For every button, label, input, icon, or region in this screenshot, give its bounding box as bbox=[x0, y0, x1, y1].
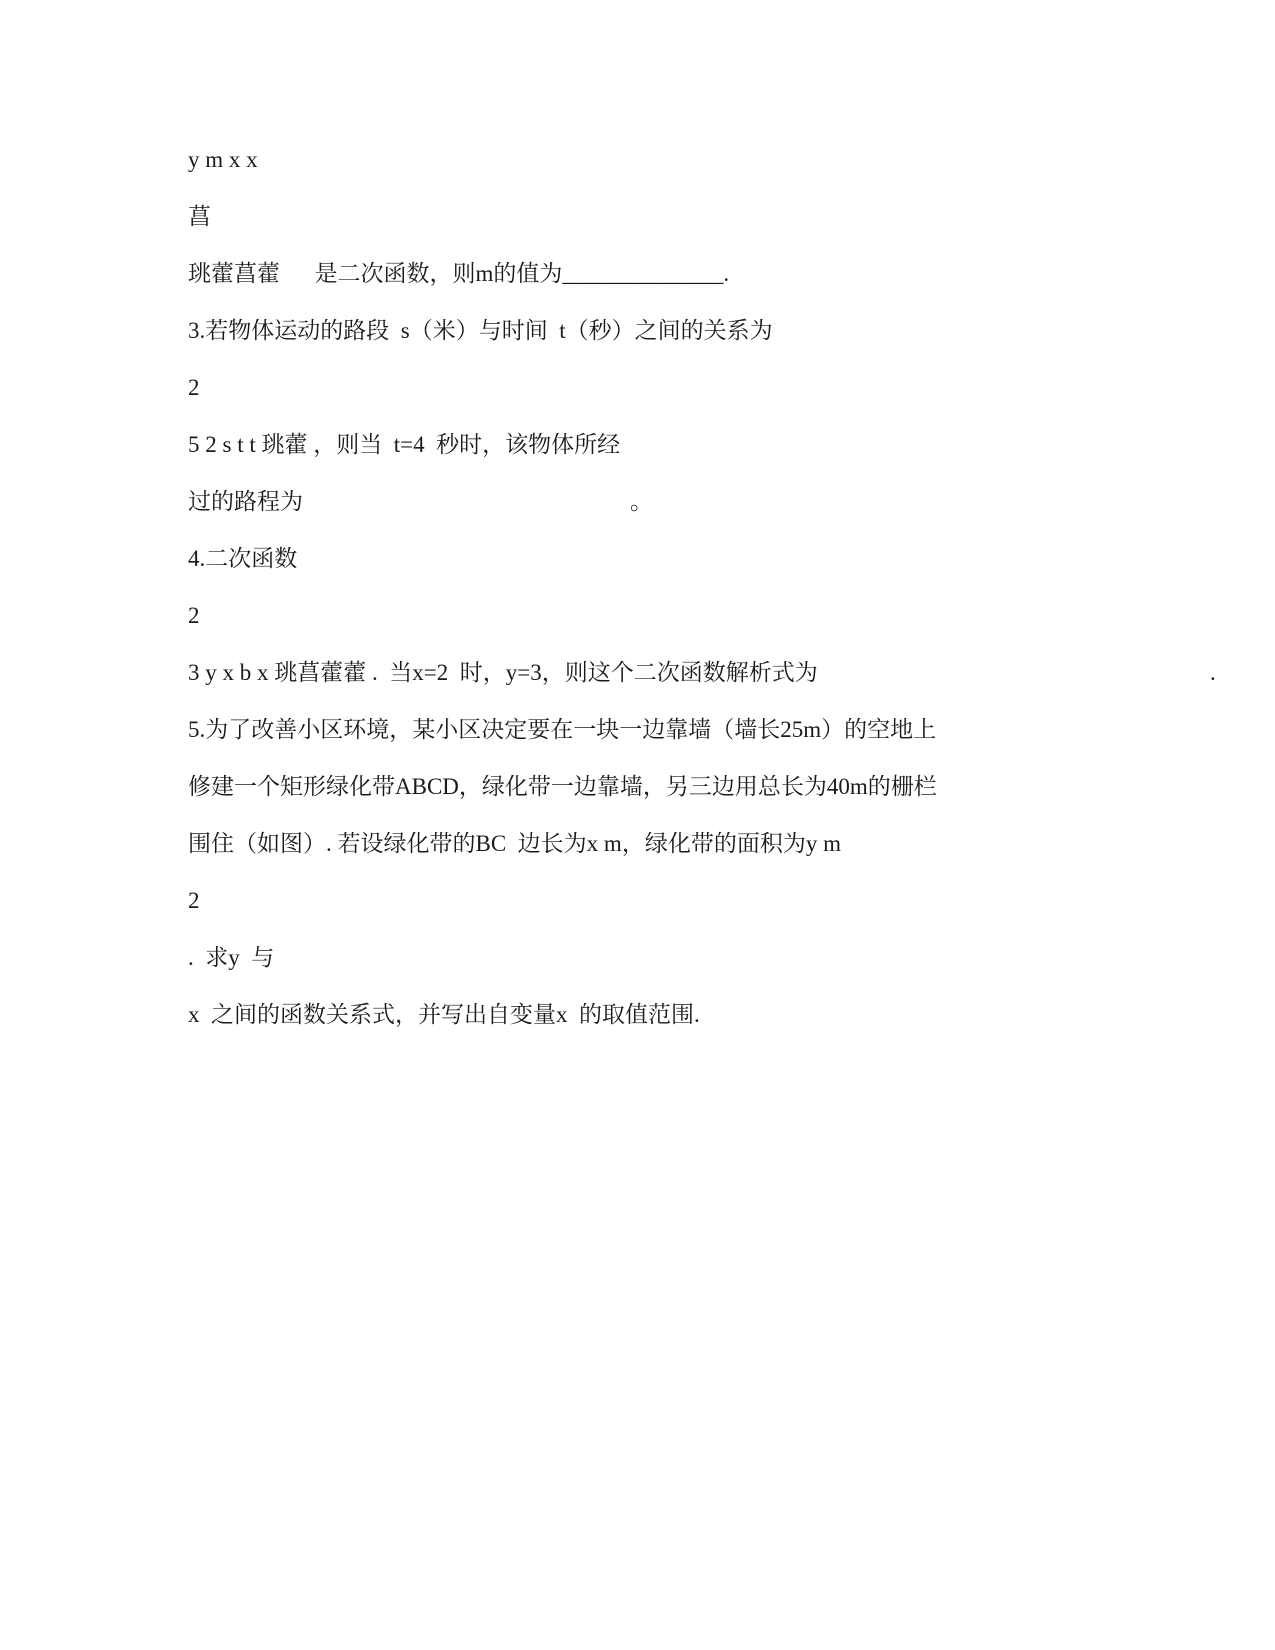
text-line-3: 珧藿菖藿 是二次函数，则m的值为______________. bbox=[188, 261, 730, 286]
text-line-11: 5.为了改善小区环境，某小区决定要在一块一边靠墙（墙长25m）的空地上 bbox=[188, 717, 937, 742]
text-line-6: 5 2 s t t 珧藿 ，则当 t=4 秒时，该物体所经 bbox=[188, 432, 621, 457]
text-line-2: 菖 bbox=[188, 204, 211, 229]
text-line-12: 修建一个矩形绿化带ABCD，绿化带一边靠墙，另三边用总长为40m的栅栏 bbox=[188, 774, 937, 799]
text-line-1: y m x x bbox=[188, 147, 258, 172]
text-line-14: 2 bbox=[188, 888, 200, 913]
text-line-8: 4.二次函数 bbox=[188, 546, 298, 571]
text-line-9: 2 bbox=[188, 603, 200, 628]
text-line-7-end: 。 bbox=[630, 489, 653, 514]
text-line-10-end: . bbox=[1210, 660, 1216, 685]
text-line-16: x 之间的函数关系式，并写出自变量x 的取值范围. bbox=[188, 1002, 700, 1027]
text-line-15: . 求y 与 bbox=[188, 945, 275, 970]
text-line-5: 2 bbox=[188, 375, 200, 400]
text-line-13: 围住（如图）. 若设绿化带的BC 边长为x m，绿化带的面积为y m bbox=[188, 831, 841, 856]
text-line-10: 3 y x b x 珧菖藿藿 . 当x=2 时，y=3，则这个二次函数解析式为 bbox=[188, 660, 818, 685]
text-line-7: 过的路程为 bbox=[188, 489, 303, 514]
text-line-4: 3.若物体运动的路段 s（米）与时间 t（秒）之间的关系为 bbox=[188, 318, 773, 343]
